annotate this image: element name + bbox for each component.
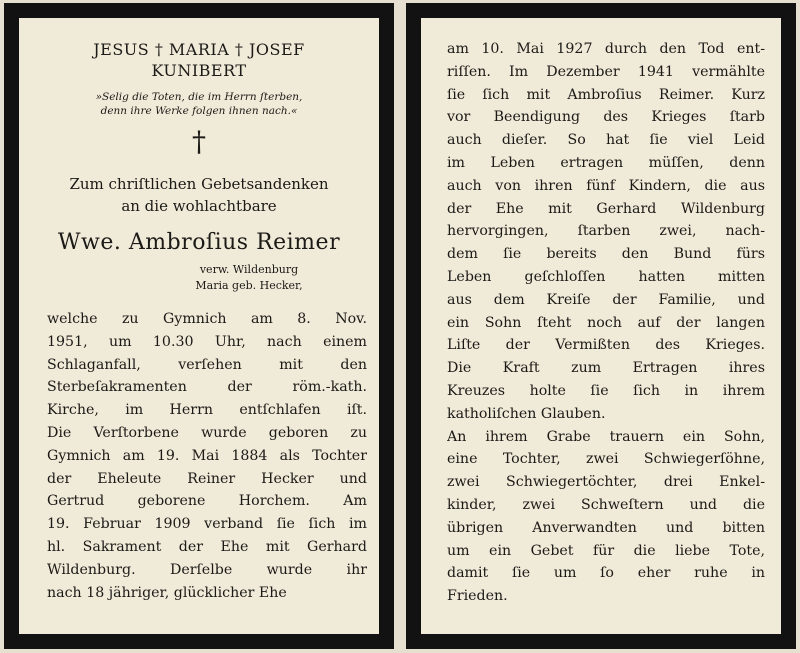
body-line: welche zu Gymnich am 8. Nov. xyxy=(47,311,367,327)
header-names: JESUS † MARIA † JOSEF xyxy=(93,40,305,59)
body-line: der Ehe mit Gerhard Wildenburg xyxy=(447,200,765,217)
body-line: 19. Februar 1909 verband ſie ſich im xyxy=(47,516,367,533)
cross-icon: † xyxy=(192,125,206,158)
sub-line: Maria geb. Hecker, xyxy=(195,279,303,292)
right-panel-border xyxy=(406,3,796,649)
body-line: Kreuzes holte ſie ſich in ihrem xyxy=(447,382,765,399)
bible-quote xyxy=(19,90,379,118)
body-line: Liſte der Vermißten des Krieges. xyxy=(447,337,765,354)
body-line: Frieden. xyxy=(447,588,508,605)
body-line: Die Kraft zum Ertragen ihres xyxy=(447,360,765,377)
intro-line: Zum chriſtlichen Gebetsandenken xyxy=(69,175,329,193)
intro-text xyxy=(19,173,379,217)
body-line: übrigen Anverwandten und bitten xyxy=(447,519,765,536)
body-line: zwei Schwiegertöchter, drei Enkel- xyxy=(447,474,765,491)
body-line: Wildenburg. Derſelbe wurde ihr xyxy=(47,561,367,578)
body-line: hl. Sakrament der Ehe mit Gerhard xyxy=(47,538,367,555)
body-line: riſſen. Im Dezember 1941 vermählte xyxy=(447,63,765,80)
right-body-text xyxy=(447,38,765,608)
maiden-names xyxy=(119,262,379,294)
body-line: hervorgingen, ſtarben zwei, nach- xyxy=(447,223,765,240)
body-line: Die Verſtorbene wurde geboren zu xyxy=(47,424,367,441)
body-line: dem ſie bereits den Bund fürs xyxy=(447,246,765,263)
body-line: ein Sohn ſteht noch auf der langen xyxy=(447,314,765,331)
body-line: katholiſchen Glauben. xyxy=(447,405,606,422)
body-line: vor Beendigung des Krieges ſtarb xyxy=(447,109,765,126)
body-line: eine Tochter, zwei Schwiegerſöhne, xyxy=(447,451,765,468)
body-line: um ein Gebet für die liebe Tote, xyxy=(447,542,765,559)
body-line: nach 18 jähriger, glücklicher Ehe xyxy=(47,584,287,601)
body-line: am 10. Mai 1927 durch den Tod ent- xyxy=(447,41,765,57)
body-line: aus dem Kreiſe der Familie, und xyxy=(447,291,765,308)
body-line: Schlaganfall, verſehen mit den xyxy=(47,356,367,373)
body-line: Gymnich am 19. Mai 1884 als Tochter xyxy=(47,447,367,464)
body-line: auch von ihren fünf Kindern, die aus xyxy=(447,177,765,194)
sub-line: verw. Wildenburg xyxy=(199,263,299,276)
header-kunibert: KUNIBERT xyxy=(151,61,247,80)
body-line: Sterbeſakramenten der röm.-kath. xyxy=(47,379,367,396)
body-line: im Leben ertragen müſſen, denn xyxy=(447,154,765,171)
body-line: An ihrem Grabe trauern ein Sohn, xyxy=(447,428,765,445)
body-line: der Eheleute Reiner Hecker und xyxy=(47,470,367,487)
intro-line: an die wohlachtbare xyxy=(121,197,277,215)
body-line: Kirche, im Herrn entſchlafen iſt. xyxy=(47,402,367,419)
left-body-text xyxy=(47,308,367,604)
body-line: 1951, um 10.30 Uhr, nach einem xyxy=(47,333,367,350)
body-line: damit ſie um ſo eher ruhe in xyxy=(447,565,765,582)
deceased-name: Wwe. Ambroſius Reimer xyxy=(57,230,341,255)
body-line: auch dieſer. So hat ſie viel Leid xyxy=(447,132,765,149)
body-line: Leben geſchloſſen hatten mitten xyxy=(447,268,765,285)
body-line: Gertrud geborene Horchem. Am xyxy=(47,493,367,510)
quote-line: denn ihre Werke folgen ihnen nach.« xyxy=(100,105,298,117)
left-panel-border xyxy=(4,3,394,649)
body-line: ſie ſich mit Ambroſius Reimer. Kurz xyxy=(447,86,765,103)
quote-line: »Selig die Toten, die im Herrn ſterben, xyxy=(95,91,303,103)
right-panel xyxy=(421,18,781,634)
left-panel xyxy=(19,18,379,634)
body-line: kinder, zwei Schweſtern und die xyxy=(447,496,765,513)
